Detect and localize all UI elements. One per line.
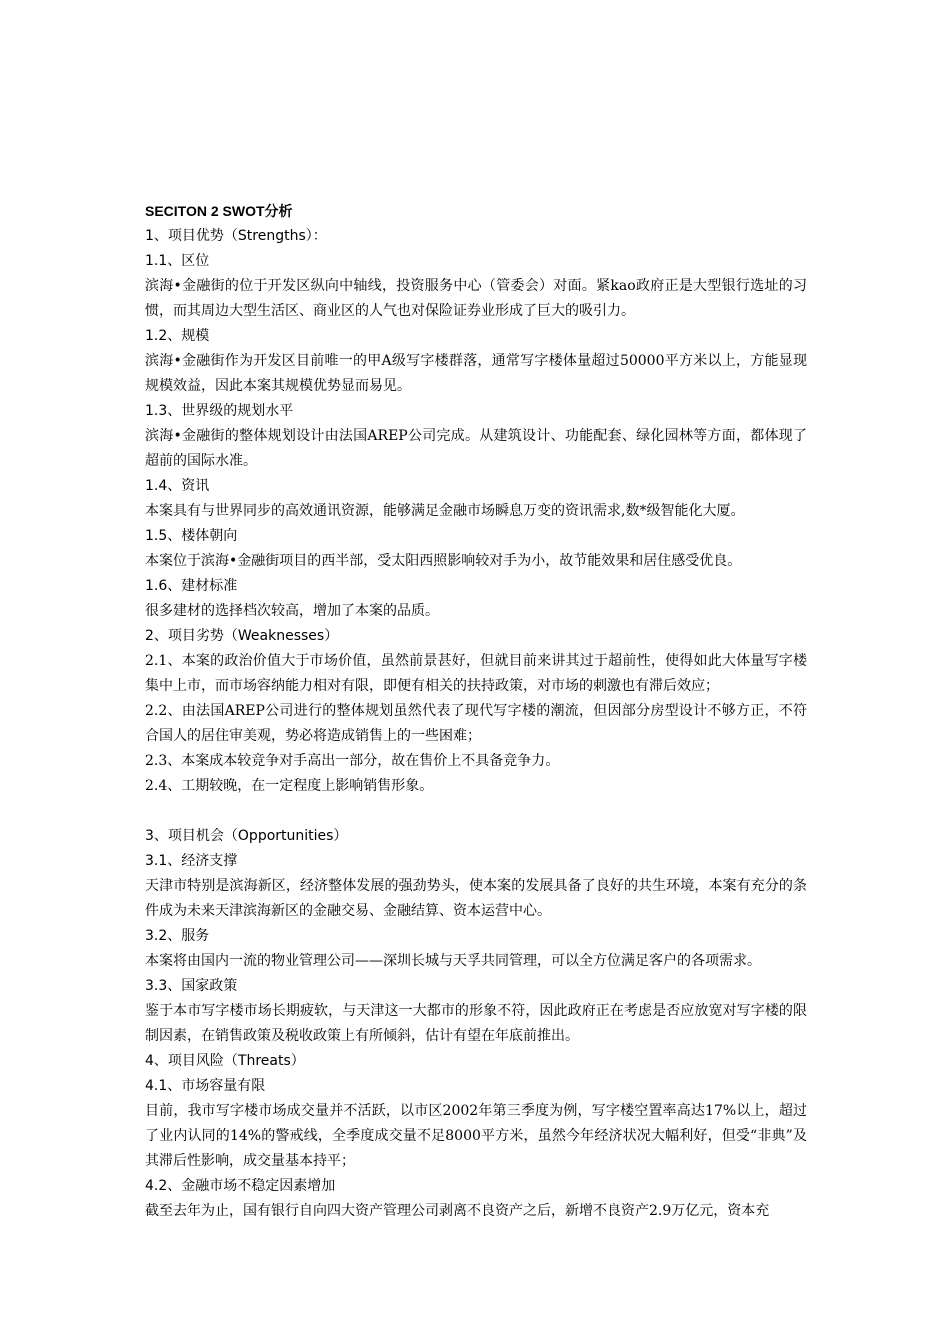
threat-4-2-label: 4.2、金融市场不稳定因素增加: [145, 1178, 336, 1194]
opportunities-heading: 3、项目机会（Opportunities）: [145, 828, 348, 844]
strength-1-3-label: 1.3、世界级的规划水平: [145, 403, 294, 419]
strength-1-2-text: 滨海•金融街作为开发区目前唯一的甲A级写字楼群落，通常写字楼体量超过50000平方米以上，方能显现规模效益，因此本案其规模优势显而易见。: [145, 353, 807, 394]
opportunity-3-2-text: 本案将由国内一流的物业管理公司——深圳长城与天孚共同管理，可以全方位满足客户的各项需求。: [145, 953, 761, 969]
strengths-heading: 1、项目优势（Strengths）：: [145, 228, 327, 244]
opportunity-3-1-label: 3.1、经济支撑: [145, 853, 238, 869]
weaknesses-heading: 2、项目劣势（Weaknesses）: [145, 628, 339, 644]
weakness-2-1-text: 2.1、本案的政治价值大于市场价值，虽然前景甚好，但就目前来讲其过于超前性，使得如此大体量写字楼集中上市，而市场容纳能力相对有限，即便有相关的扶持政策，对市场的刺激也有滞后效应；: [145, 653, 807, 694]
strength-1-1-label: 1.1、区位: [145, 253, 210, 269]
document-page: [145, 199, 807, 1224]
section-spacer: [145, 799, 807, 824]
strengths-section: [145, 224, 807, 624]
threats-heading: 4、项目风险（Threats）: [145, 1053, 305, 1069]
threats-section: [145, 1049, 807, 1224]
strength-1-6-label: 1.6、建材标准: [145, 578, 238, 594]
opportunity-3-3-label: 3.3、国家政策: [145, 978, 238, 994]
strength-1-2-label: 1.2、规模: [145, 328, 210, 344]
document-title: SECITON 2 SWOT分析: [145, 203, 293, 219]
opportunity-3-2-label: 3.2、服务: [145, 928, 210, 944]
strength-1-6-text: 很多建材的选择档次较高，增加了本案的品质。: [145, 603, 439, 619]
weaknesses-section: [145, 624, 807, 799]
threat-4-1-text: 目前，我市写字楼市场成交量并不活跃，以市区2002年第三季度为例，写字楼空置率高达17%以上，超过了业内认同的14%的警戒线，全季度成交量不足8000平方米，虽然今年经济状况大幅利好，但受“非典”及其滞后性影响，成交量基本持平；: [145, 1103, 807, 1169]
opportunity-3-1-text: 天津市特别是滨海新区，经济整体发展的强劲势头，使本案的发展具备了良好的共生环境，本案有充分的条件成为未来天津滨海新区的金融交易、金融结算、资本运营中心。: [145, 878, 807, 919]
strength-1-5-label: 1.5、楼体朝向: [145, 528, 238, 544]
threat-4-1-label: 4.1、市场容量有限: [145, 1078, 266, 1094]
opportunity-3-3-text: 鉴于本市写字楼市场长期疲软，与天津这一大都市的形象不符，因此政府正在考虑是否应放宽对写字楼的限制因素，在销售政策及税收政策上有所倾斜，估计有望在年底前推出。: [145, 1003, 807, 1044]
strength-1-4-text: 本案具有与世界同步的高效通讯资源，能够满足金融市场瞬息万变的资讯需求,数*级智能化大厦。: [145, 503, 745, 519]
threat-4-2-text: 截至去年为止，国有银行自向四大资产管理公司剥离不良资产之后，新增不良资产2.9万亿元，资本充: [145, 1203, 770, 1219]
strength-1-4-label: 1.4、资讯: [145, 478, 210, 494]
opportunities-section: [145, 824, 807, 1049]
strength-1-3-text: 滨海•金融街的整体规划设计由法国AREP公司完成。从建筑设计、功能配套、绿化园林等方面，都体现了超前的国际水准。: [145, 428, 807, 469]
weakness-2-3-text: 2.3、本案成本较竞争对手高出一部分，故在售价上不具备竞争力。: [145, 753, 560, 769]
weakness-2-4-text: 2.4、工期较晚，在一定程度上影响销售形象。: [145, 778, 434, 794]
weakness-2-2-text: 2.2、由法国AREP公司进行的整体规划虽然代表了现代写字楼的潮流，但因部分房型设计不够方正，不符合国人的居住审美观，势必将造成销售上的一些困难；: [145, 703, 807, 744]
strength-1-1-text: 滨海•金融街的位于开发区纵向中轴线，投资服务中心（管委会）对面。紧kao政府正是大型银行选址的习惯，而其周边大型生活区、商业区的人气也对保险证券业形成了巨大的吸引力。: [145, 278, 807, 319]
strength-1-5-text: 本案位于滨海•金融街项目的西半部，受太阳西照影响较对手为小，故节能效果和居住感受优良。: [145, 553, 742, 569]
